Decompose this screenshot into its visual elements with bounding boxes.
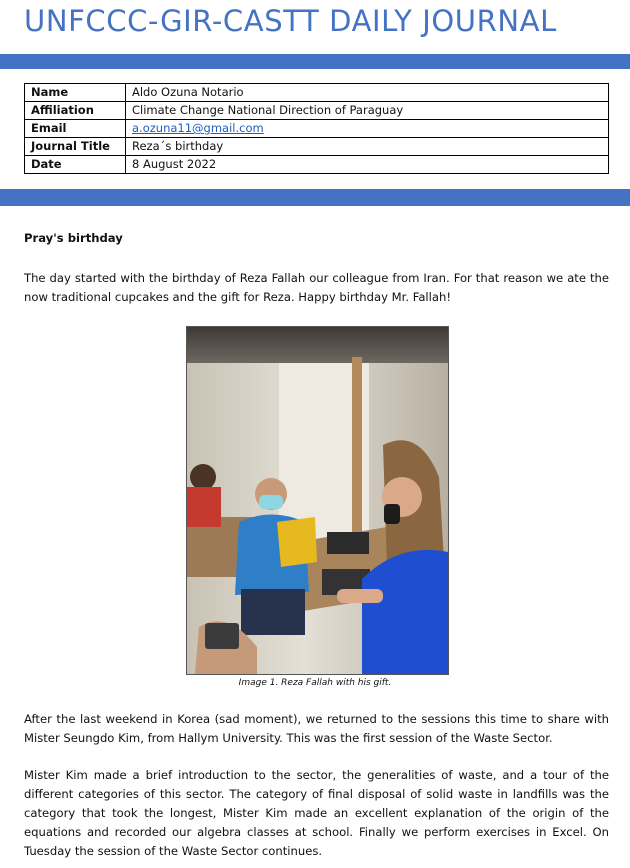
photo-woman-dress bbox=[362, 550, 448, 674]
section-divider-band bbox=[0, 189, 630, 206]
info-row-email bbox=[25, 120, 609, 138]
photo-ceiling bbox=[187, 327, 448, 363]
email-link[interactable]: a.ozuna11@gmail.com bbox=[132, 121, 264, 135]
image-caption: Image 1. Reza Fallah with his gift. bbox=[238, 678, 392, 688]
info-table bbox=[24, 83, 609, 174]
photo-gift-bag bbox=[277, 517, 317, 567]
affiliation-value: Climate Change National Direction of Paraguay bbox=[126, 102, 609, 120]
name-value: Aldo Ozuna Notario bbox=[126, 84, 609, 102]
photo-woman-arm bbox=[337, 589, 383, 603]
photo-person-left-head bbox=[190, 464, 216, 490]
paragraph-intro: The day started with the birthday of Reza Fallah our colleague from Iran. For that reason we ate the now traditional cupcakes and the gift for Reza. Happy birthday Mr. Fallah! bbox=[24, 271, 609, 304]
photo-person-left-body bbox=[187, 487, 221, 527]
email-cell bbox=[126, 120, 609, 138]
paragraph-waste-sector: Mister Kim made a brief introduction to the sector, the generalities of waste, and a tour of the different categories of this sector. The category of final disposal of solid waste in landfills was the category that took the longest, Mister Kim made an excellent explanation of the origin of the equations and recorded our algebra classes at school. Finally we perform exercises in Excel. On Tuesday the session of the Waste Sector continues. bbox=[24, 768, 609, 858]
photo-woman-mask bbox=[384, 504, 400, 524]
info-row-affiliation bbox=[25, 102, 609, 120]
header-divider-band bbox=[0, 54, 630, 69]
photo-foreground-phone bbox=[205, 623, 239, 649]
info-row-date bbox=[25, 156, 609, 174]
affiliation-label: Affiliation bbox=[25, 102, 126, 120]
date-label: Date bbox=[25, 156, 126, 174]
date-value: 8 August 2022 bbox=[126, 156, 609, 174]
birthday-photo bbox=[186, 326, 449, 675]
info-row-name bbox=[25, 84, 609, 102]
journal-title: UNFCCC-GIR-CASTT DAILY JOURNAL bbox=[24, 4, 557, 38]
email-label: Email bbox=[25, 120, 126, 138]
journal-title-label: Journal Title bbox=[25, 138, 126, 156]
paragraph-sessions: After the last weekend in Korea (sad moment), we returned to the sessions this time to share with Mister Seungdo Kim, from Hallym University. This was the first session of the Waste Sector. bbox=[24, 712, 609, 745]
section-heading: Pray's birthday bbox=[24, 231, 123, 245]
info-row-journal-title bbox=[25, 138, 609, 156]
photo-reza-pants bbox=[241, 589, 305, 635]
photo-laptop bbox=[327, 532, 369, 554]
photo-reza-mask bbox=[259, 495, 283, 509]
name-label: Name bbox=[25, 84, 126, 102]
journal-title-value: Reza´s birthday bbox=[126, 138, 609, 156]
